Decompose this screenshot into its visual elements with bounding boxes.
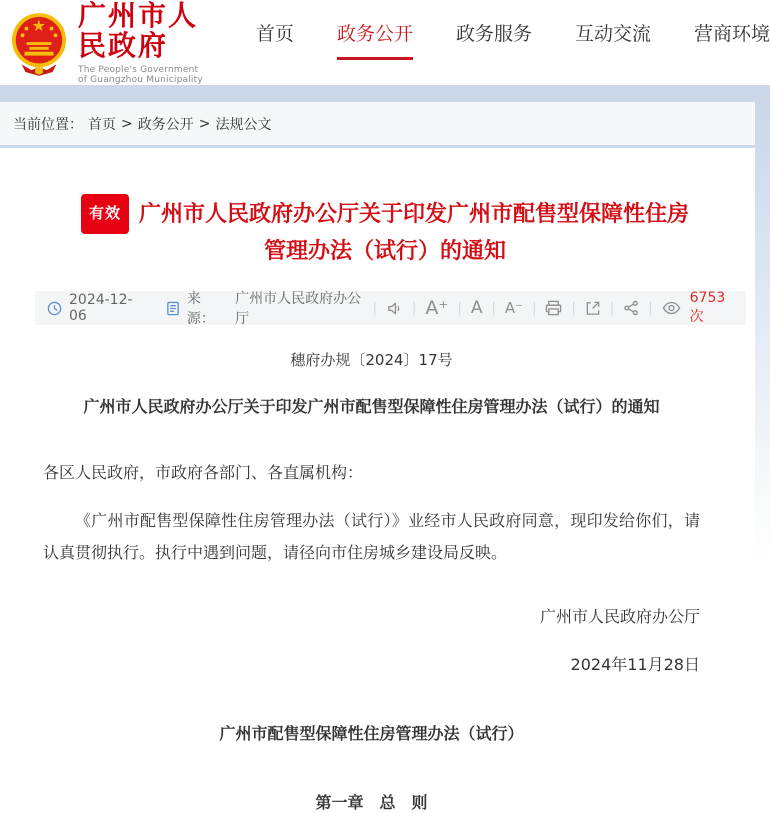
nav-item-home[interactable]: 首页 — [255, 23, 294, 45]
header-divider-band — [0, 85, 770, 102]
article-title-text: 广州市人民政府办公厅关于印发广州市配售型保障性住房管理办法（试行）的通知 — [139, 202, 690, 264]
site-header — [0, 0, 770, 85]
chapter-heading: 第一章 总 则 — [315, 793, 428, 812]
document-icon — [166, 301, 180, 316]
divider: | — [609, 300, 615, 316]
article-meta-bar — [35, 291, 746, 325]
attachment-title: 广州市配售型保障性住房管理办法（试行） — [219, 724, 524, 743]
divider: | — [491, 300, 496, 316]
doc-sign-date: 2024年11月28日 — [570, 655, 700, 674]
doc-number: 穗府办规〔2024〕17号 — [290, 351, 453, 369]
source-label: 来源： — [186, 291, 215, 327]
divider: | — [412, 300, 417, 316]
main-nav — [256, 19, 770, 60]
views-icon — [662, 301, 681, 315]
doc-heading: 广州市人民政府办公厅关于印发广州市配售型保障性住房管理办法（试行）的通知 — [83, 397, 660, 416]
breadcrumb-item-gov-disclosure[interactable]: 政务公开 — [137, 116, 194, 133]
divider: | — [571, 300, 576, 316]
font-increase-button[interactable]: A⁺ — [425, 296, 449, 319]
article-title-block — [0, 194, 770, 269]
document-body — [0, 349, 770, 813]
print-icon[interactable] — [545, 300, 562, 316]
font-decrease-button[interactable]: A⁻ — [504, 298, 524, 317]
doc-signer: 广州市人民政府办公厅 — [539, 607, 700, 626]
site-subtitle: The People's Government of Guangzhou Municipality — [78, 64, 203, 85]
publish-date: 2024-12-06 — [69, 292, 133, 324]
breadcrumb-separator: > — [198, 115, 211, 132]
site-title: 广州市人民政府 — [78, 0, 199, 62]
font-reset-button[interactable]: A — [470, 297, 483, 318]
divider: | — [372, 300, 378, 316]
divider: | — [532, 300, 537, 316]
article-title — [75, 194, 695, 269]
view-count: 6753次 — [689, 290, 726, 325]
national-emblem-icon — [10, 11, 68, 77]
breadcrumb-prefix: 当前位置： — [13, 116, 83, 133]
doc-paragraph: 《广州市配售型保障性住房管理办法（试行）》业经市人民政府同意，现印发给你们，请认真贯彻执行。执行中遇到问题，请径向市住房城乡建设局反映。 — [43, 511, 700, 562]
doc-salutation: 各区人民政府，市政府各部门、各直属机构： — [43, 463, 364, 482]
nav-item-business-env[interactable]: 营商环境 — [693, 23, 770, 45]
nav-item-gov-services[interactable]: 政务服务 — [455, 23, 532, 45]
breadcrumb-item-regulations[interactable]: 法规公文 — [215, 116, 272, 133]
divider: | — [648, 300, 653, 316]
divider: | — [457, 300, 462, 316]
clock-icon — [47, 301, 62, 316]
breadcrumb — [0, 102, 770, 148]
share-icon[interactable] — [623, 300, 639, 316]
breadcrumb-item-home[interactable]: 首页 — [88, 116, 116, 133]
status-badge: 有效 — [81, 194, 129, 234]
speaker-icon[interactable] — [386, 300, 403, 317]
export-icon[interactable] — [585, 300, 601, 316]
site-logo[interactable] — [10, 1, 208, 85]
nav-item-gov-disclosure[interactable]: 政务公开 — [337, 19, 413, 60]
breadcrumb-separator: > — [121, 115, 133, 132]
source-value: 广州市人民政府办公厅 — [235, 291, 362, 327]
nav-item-interaction[interactable]: 互动交流 — [574, 23, 651, 45]
